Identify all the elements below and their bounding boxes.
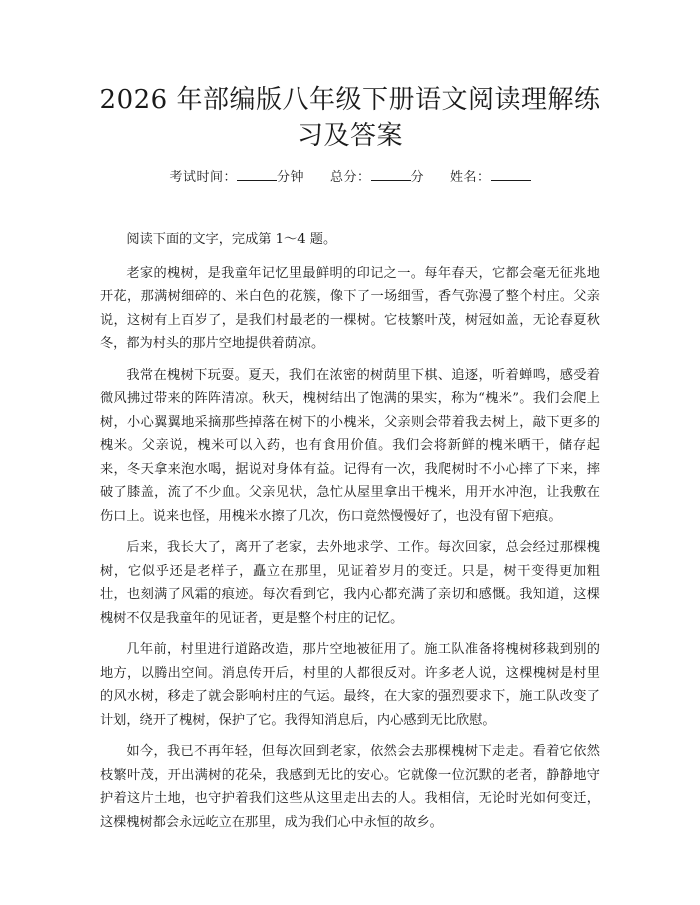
exam-score-unit: 分 [410, 170, 425, 185]
document-title: 2026 年部编版八年级下册语文阅读理解练习及答案 [99, 85, 601, 151]
passage-paragraph: 几年前，村里进行道路改造，那片空地被征用了。施工队准备将槐树移栽到别的地方，以腾出空间。消息传开后，村里的人都很反对。许多老人说，这棵槐树是村里的风水树，移走了就会影响村庄的气运。最终，在大家的强烈要求下，施工队改变了计划，绕开了槐树，保护了它。我得知消息后，内心感到无比欣慰。 [100, 642, 600, 728]
passage-paragraph: 老家的槐树，是我童年记忆里最鲜明的印记之一。每年春天，它都会毫无征兆地开花，那满树细碎的、米白色的花簇，像下了一场细雪，香气弥漫了整个村庄。父亲说，这树有上百岁了，是我们村最老的一棵树。它枝繁叶茂，树冠如盖，无论春夏秋冬，都为村头的那片空地提供着荫凉。 [100, 265, 600, 351]
instruction-text: 阅读下面的文字，完成第 1～4 题。 [126, 232, 337, 247]
exam-time-label: 考试时间： [169, 170, 237, 185]
exam-name-blank [491, 168, 531, 181]
passage-paragraph: 后来，我长大了，离开了老家，去外地求学、工作。每次回家，总会经过那棵槐树，它似乎还是老样子，矗立在那里，见证着岁月的变迁。只是，树干变得更加粗壮，也刻满了风霜的痕迹。每次看到它，我内心都充满了亲切和感慨。我知道，这棵槐树不仅是我童年的见证者，更是整个村庄的记忆。 [100, 540, 600, 626]
exam-info [0, 168, 700, 188]
reading-passage [100, 228, 600, 842]
exam-time-unit: 分钟 [276, 170, 304, 185]
exam-time-blank [237, 168, 277, 181]
passage-paragraph: 如今，我已不再年轻，但每次回到老家，依然会去那棵槐树下走走。看着它依然枝繁叶茂，开出满树的花朵，我感到无比的安心。它就像一位沉默的老者，静静地守护着这片土地，也守护着我们这些从这里走出去的人。我相信，无论时光如何变迁，这棵槐树都会永远屹立在那里，成为我们心中永恒的故乡。 [100, 744, 600, 830]
passage-paragraph: 我常在槐树下玩耍。夏天，我们在浓密的树荫里下棋、追逐，听着蝉鸣，感受着微风拂过带来的阵阵清凉。秋天，槐树结出了饱满的果实，称为“槐米”。我们会爬上树，小心翼翼地采摘那些掉落在树下的小槐米，父亲则会带着我去树上，敲下更多的槐米。父亲说，槐米可以入药，也有食用价值。我们会将新鲜的槐米晒干，储存起来，冬天拿来泡水喝，据说对身体有益。记得有一次，我爬树时不小心摔了下来，摔破了膝盖，流了不少血。父亲见状，急忙从屋里拿出干槐米，用开水冲泡，让我敷在伤口上。说来也怪，用槐米水擦了几次，伤口竟然慢慢好了，也没有留下疤痕。 [100, 367, 600, 524]
exam-name-label: 姓名： [450, 170, 491, 185]
exam-score-label: 总分： [329, 170, 371, 185]
exam-score-blank [371, 168, 411, 181]
